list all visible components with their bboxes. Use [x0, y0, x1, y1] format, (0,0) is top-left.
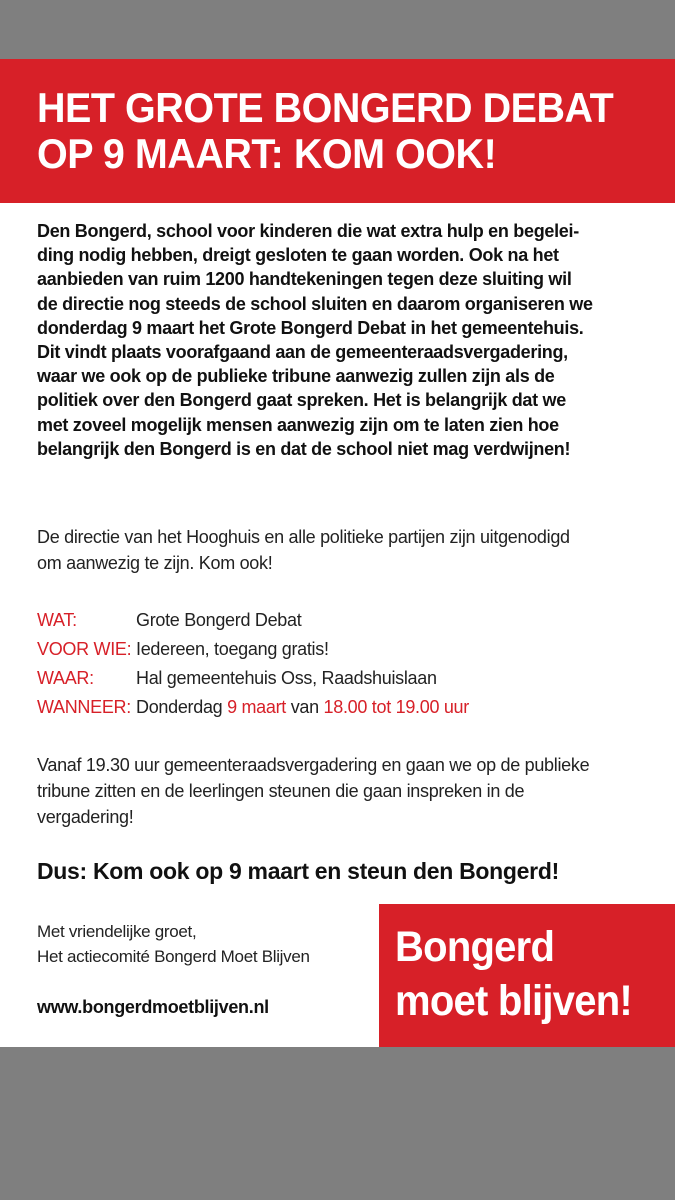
meeting-note-line: vergadering!: [37, 807, 134, 827]
detail-value-when-day: Donderdag: [136, 697, 228, 717]
invite-line: De directie van het Hooghuis en alle politieke partijen zijn uitgenodigd: [37, 527, 570, 547]
intro-line: de directie nog steeds de school sluiten en daarom organiseren we: [37, 293, 593, 314]
page-title-line-2: OP 9 MAART: KOM OOK!: [37, 130, 497, 177]
intro-line: donderdag 9 maart het Grote Bongerd Debat in het gemeentehuis.: [37, 317, 584, 338]
page-title-line-1: HET GROTE BONGERD DEBAT: [37, 84, 614, 131]
detail-label-where: WAAR:: [37, 668, 94, 688]
signoff: [37, 919, 367, 969]
campaign-logo-text: [395, 920, 652, 1028]
detail-label-for-whom: VOOR WIE:: [37, 639, 132, 659]
call-to-action: Dus: Kom ook op 9 maart en steun den Bongerd!: [37, 858, 559, 884]
campaign-logo-line-2: moet blijven!: [395, 977, 632, 1025]
intro-line: Den Bongerd, school voor kinderen die wat extra hulp en begelei-: [37, 221, 579, 241]
intro-line: Dit vindt plaats voorafgaand aan de gemeenteraadsvergadering,: [37, 342, 568, 363]
intro-line: ding nodig hebben, dreigt gesloten te gaan worden. Ook na het: [37, 245, 559, 266]
detail-value-when-time: 18.00 tot 19.00 uur: [323, 697, 469, 717]
signoff-sender: Het actiecomité Bongerd Moet Blijven: [37, 947, 310, 966]
intro-paragraph: [37, 219, 647, 461]
detail-what: [37, 606, 647, 635]
detail-label-when: WANNEER:: [37, 697, 131, 717]
invite-paragraph: [37, 524, 647, 576]
intro-line: aanbieden van ruim 1200 handtekeningen tegen deze sluiting wil: [37, 269, 572, 290]
detail-value-what: Grote Bongerd Debat: [136, 610, 302, 630]
intro-line: waar we ook op de publieke tribune aanwezig zullen zijn als de: [37, 366, 555, 387]
header-banner: [0, 59, 675, 203]
detail-label-what: WAT:: [37, 610, 77, 630]
detail-value-when-date: 9 maart: [227, 697, 287, 717]
detail-value-where: Hal gemeentehuis Oss, Raadshuislaan: [136, 668, 437, 688]
detail-when: [37, 693, 647, 722]
signoff-greeting: Met vriendelijke groet,: [37, 922, 197, 941]
detail-value-for-whom: Iedereen, toegang gratis!: [136, 639, 329, 659]
meeting-note-line: Vanaf 19.30 uur gemeenteraadsvergadering en gaan we op de publieke: [37, 755, 590, 775]
flyer: [0, 59, 675, 1047]
intro-line: belangrijk den Bongerd is en dat de school niet mag verdwijnen!: [37, 438, 571, 459]
intro-line: politiek over den Bongerd gaat spreken. Het is belangrijk dat we: [37, 390, 566, 411]
campaign-logo-line-1: Bongerd: [395, 923, 555, 971]
meeting-note-line: tribune zitten en de leerlingen steunen die gaan inspreken in de: [37, 781, 525, 801]
detail-value-when-from: van: [286, 697, 324, 717]
intro-line: met zoveel mogelijk mensen aanwezig zijn om te laten zien hoe: [37, 414, 559, 435]
invite-line: om aanwezig te zijn. Kom ook!: [37, 553, 273, 573]
event-details: [37, 606, 647, 722]
website-link[interactable]: www.bongerdmoetblijven.nl: [37, 997, 269, 1017]
detail-for-whom: [37, 635, 647, 664]
meeting-note: [37, 752, 647, 830]
campaign-logo: [379, 904, 675, 1047]
page-title: [37, 85, 620, 177]
detail-where: [37, 664, 647, 693]
